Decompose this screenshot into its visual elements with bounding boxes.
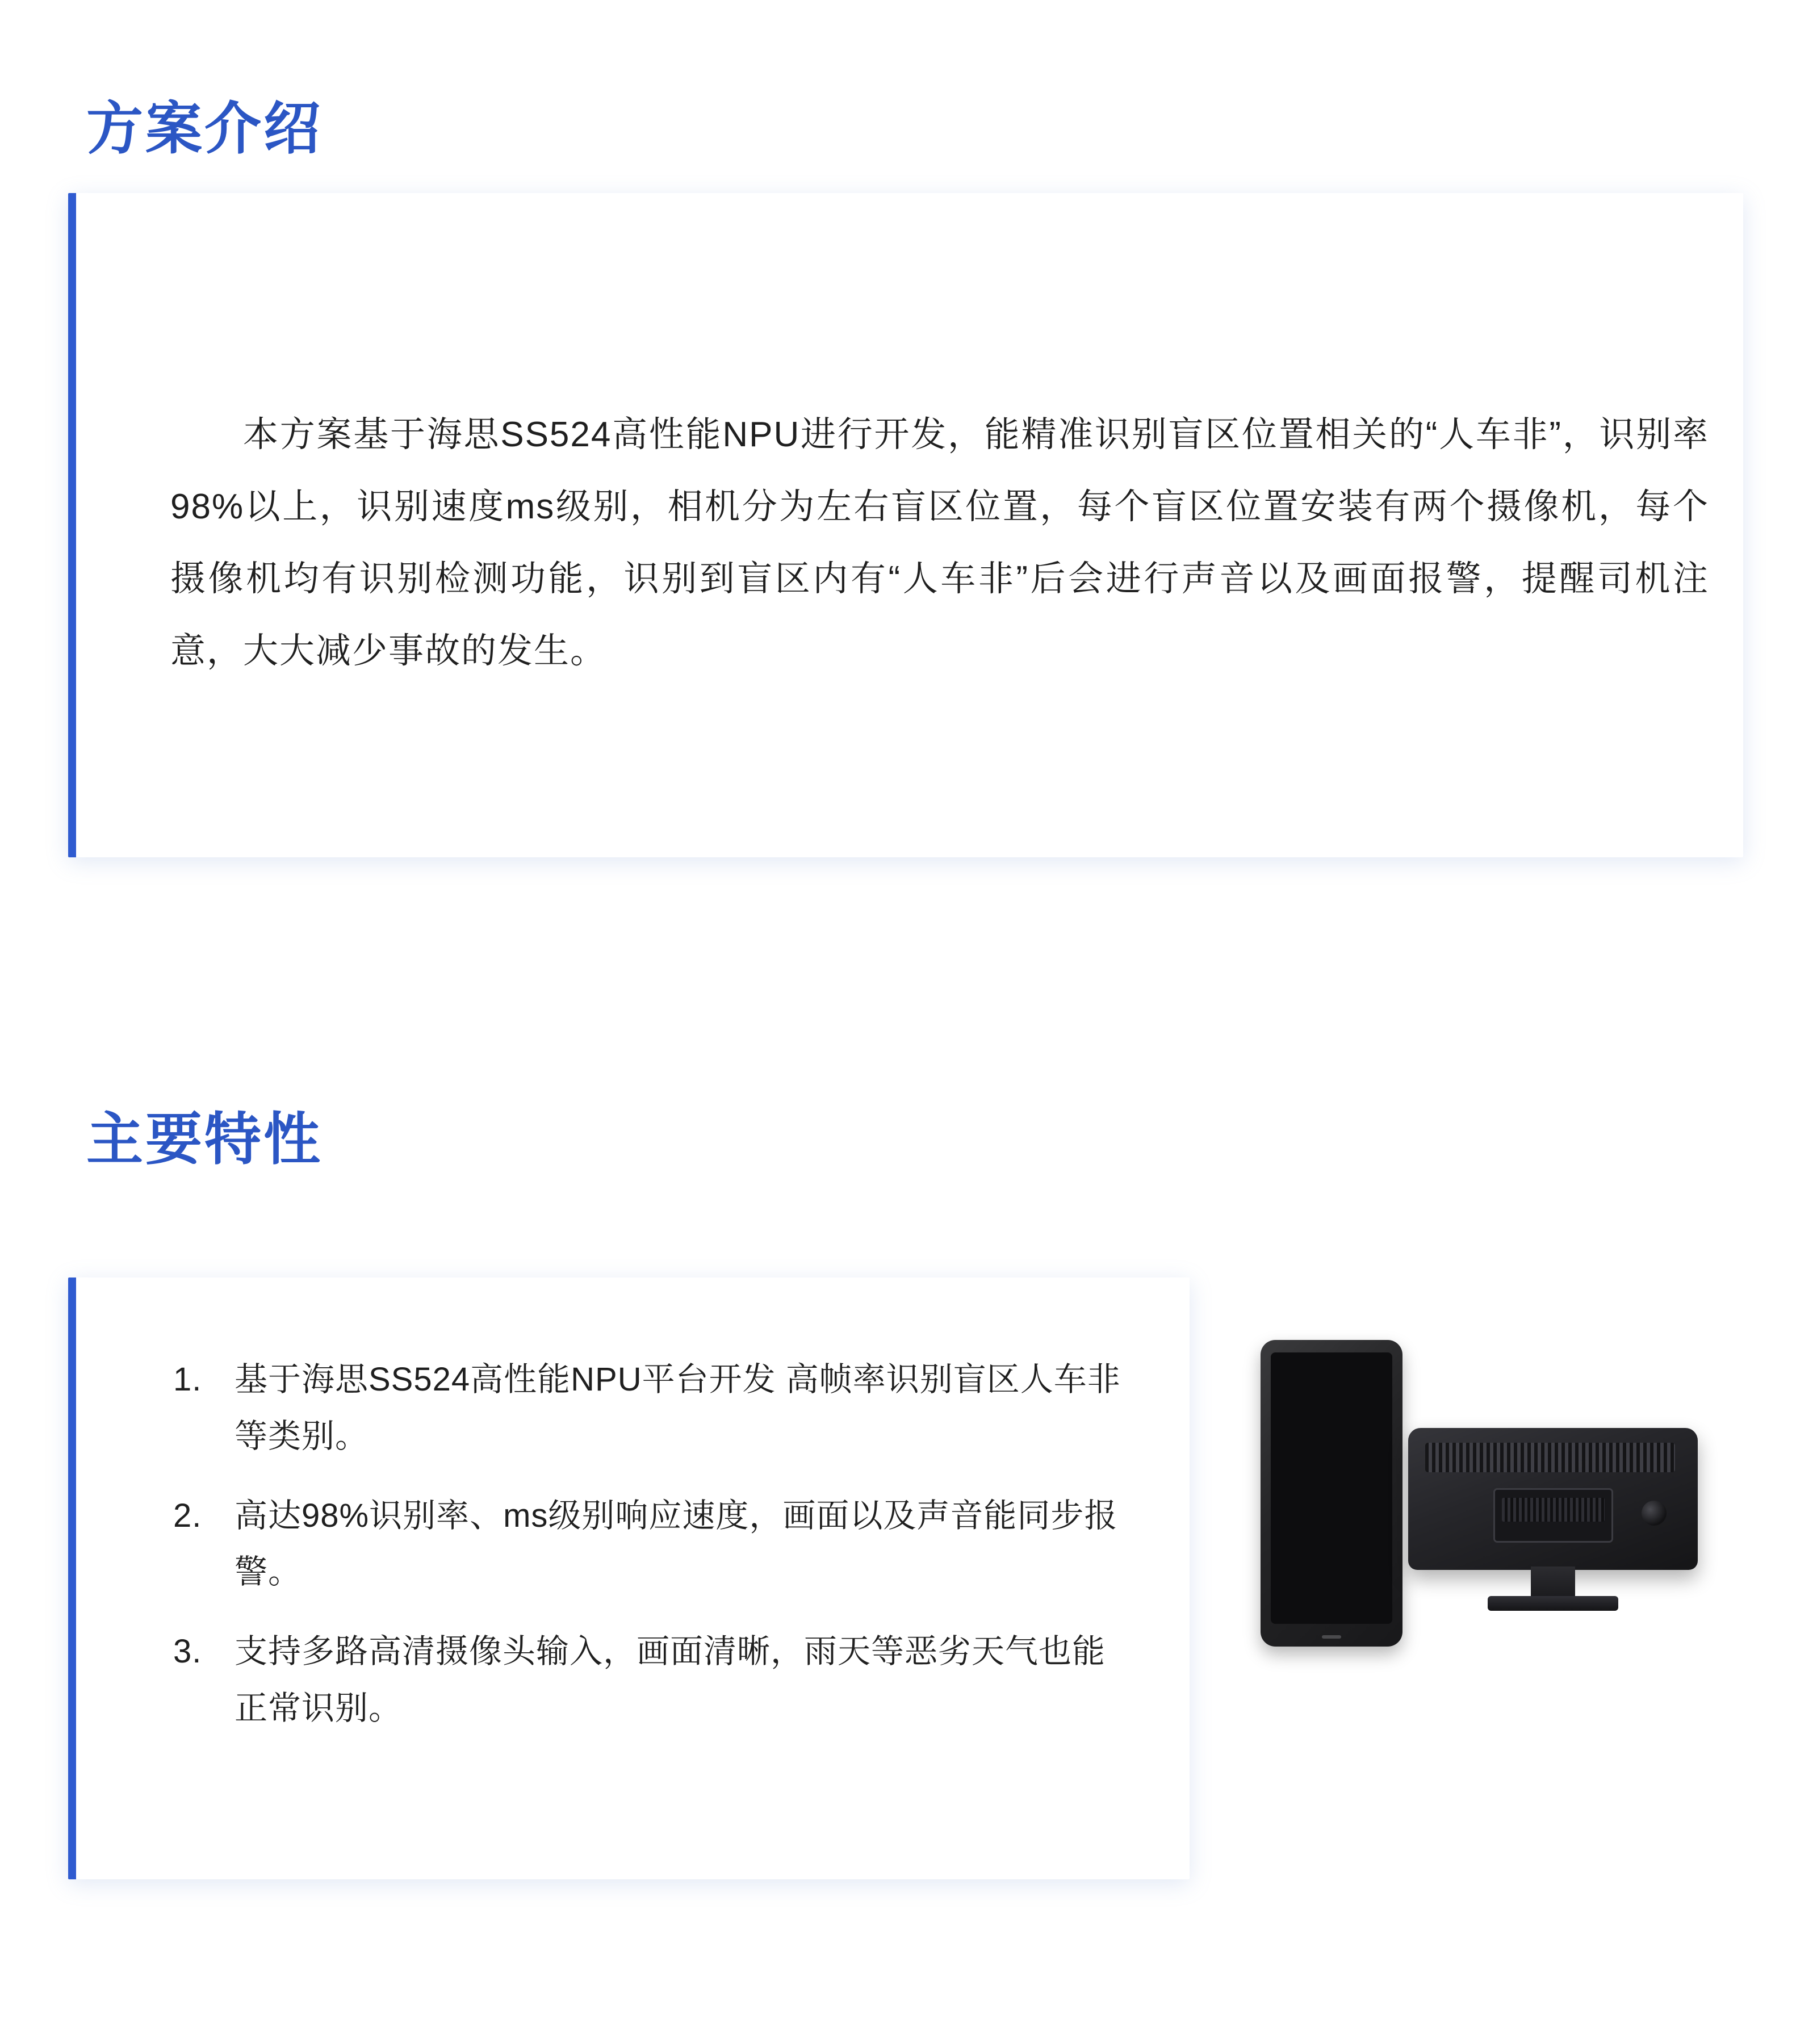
list-item bbox=[173, 1351, 1136, 1465]
monitor-stand-neck bbox=[1531, 1566, 1575, 1599]
intro-paragraph: 本方案基于海思SS524高性能NPU进行开发，能精准识别盲区位置相关的“人车非”，识别率98%以上，识别速度ms级别，相机分为左右盲区位置，每个盲区位置安装有两个摄像机，每个摄像机均有识别检测功能，识别到盲区内有“人车非”后会进行声音以及画面报警，提醒司机注意，大大减少事故的发生。 bbox=[170, 415, 1709, 671]
monitor-round-port bbox=[1642, 1501, 1667, 1526]
monitor-stand-base bbox=[1488, 1596, 1618, 1611]
features-section-title: 主要特性 bbox=[86, 1108, 323, 1171]
list-item bbox=[173, 1488, 1136, 1601]
list-item-text: 基于海思SS524高性能NPU平台开发 高帧率识别盲区人车非等类别。 bbox=[235, 1361, 1121, 1455]
list-item-number: 2. bbox=[173, 1497, 202, 1534]
intro-card bbox=[68, 193, 1743, 857]
features-card bbox=[68, 1278, 1190, 1879]
list-item-number: 1. bbox=[173, 1361, 202, 1398]
list-item-number: 3. bbox=[173, 1633, 202, 1670]
horizontal-monitor-rear-image bbox=[1408, 1428, 1698, 1570]
device-illustration bbox=[1238, 1323, 1720, 1720]
monitor-screen bbox=[1271, 1352, 1392, 1624]
features-list bbox=[173, 1351, 1136, 1760]
list-item-text: 高达98%识别率、ms级别响应速度，画面以及声音能同步报警。 bbox=[235, 1497, 1118, 1591]
list-item bbox=[173, 1623, 1136, 1737]
intro-section-title: 方案介绍 bbox=[86, 97, 323, 161]
monitor-port-panel bbox=[1493, 1488, 1613, 1543]
monitor-connector-ribs bbox=[1502, 1498, 1605, 1522]
monitor-indicator bbox=[1322, 1635, 1341, 1639]
list-item-text: 支持多路高清摄像头输入，画面清晰，雨天等恶劣天气也能正常识别。 bbox=[235, 1633, 1106, 1727]
vertical-monitor-image bbox=[1261, 1340, 1402, 1647]
monitor-vents bbox=[1425, 1443, 1675, 1472]
